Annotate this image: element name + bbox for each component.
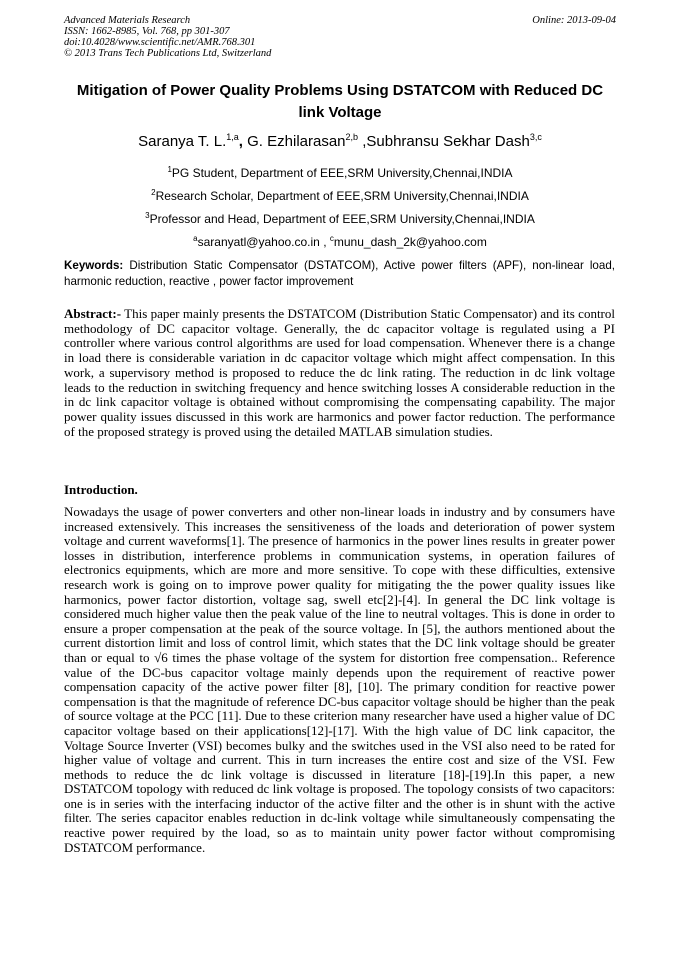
affiliation-3 xyxy=(64,211,616,234)
abstract-section xyxy=(64,307,615,439)
email-mark: c xyxy=(329,234,334,243)
abstract-text: This paper mainly presents the DSTATCOM (Distribution Static Compensator) and its control methodology of DC capacitor voltage. Generally, the dc capacitor voltage is regulated using a PI controller where various control algorithms are used for load compensation. Whenever there is a change in load there is considerable variation in dc capacitor voltage which might affect compensation. In this work, a supervisory method is proposed to reduce the dc link rating. The reduction in dc link voltage leads to the reduction in switching frequency and hence switching losses A considerable reduction in the in dc link capacitor voltage is obtained without compromising the compensating capability. The major power quality issues discussed in this work are harmonics and power factor reduction. The performance of the proposed strategy is proved using the detailed MATLAB simulation studies. xyxy=(64,306,615,439)
author-affiliation-mark: 3,c xyxy=(529,132,542,142)
author-separator: , xyxy=(358,133,367,150)
doi-line: doi:10.4028/www.scientific.net/AMR.768.301 xyxy=(64,37,256,48)
affiliation-text: PG Student, Department of EEE,SRM University,Chennai,INDIA xyxy=(171,166,513,180)
email-mark: a xyxy=(193,234,198,243)
online-date: Online: 2013-09-04 xyxy=(532,15,616,26)
keywords-text: Distribution Static Compensator (DSTATCOM), Active power filters (APF), non-linear load, harmonic reduction, reactive , power factor improvement xyxy=(64,259,615,288)
email-line xyxy=(64,234,616,257)
abstract-label: Abstract:- xyxy=(64,306,122,321)
affiliation-mark: 2 xyxy=(151,188,156,197)
author-separator: , xyxy=(238,133,248,150)
affiliation-text: Professor and Head, Department of EEE,SRM University,Chennai,INDIA xyxy=(149,212,535,226)
email-address[interactable]: munu_dash_2k@yahoo.com xyxy=(333,235,487,249)
copyright-line: © 2013 Trans Tech Publications Ltd, Switzerland xyxy=(64,48,272,59)
affiliation-text: Research Scholar, Department of EEE,SRM University,Chennai,INDIA xyxy=(155,189,529,203)
email-separator: , xyxy=(319,235,330,249)
affiliation-mark: 3 xyxy=(145,211,150,220)
author-list xyxy=(64,132,616,152)
author-name: G. Ezhilarasan xyxy=(247,133,346,150)
journal-name: Advanced Materials Research xyxy=(64,15,191,26)
keywords-label: Keywords: xyxy=(64,259,124,272)
introduction-paragraph: Nowadays the usage of power converters and other non-linear loads in industry and by consumers have increased extensively. This increases the sensitiveness of the loads and deterioration of power system voltage and current waveforms[1]. The presence of harmonics in the power lines results in greater power losses in distribution, interference problems in communication systems, in operation failures of electronics equipments, which are more and more sensitive. To cope with these difficulties, extensive research work is going on to improve power quality for mitigating the the power quality issues like harmonics, power factor distortion, voltage sag, swell etc[2]-[4]. In general the DC link voltage is considered much higher value then the peak value of the line to neutral voltages. This is done in order to ensure a proper compensation at the peak of the source voltage. In [5], the authors mentioned about the current distortion limit and loss of control limit, which states that the DC link voltage should be greater than or equal to √6 times the phase voltage of the system for distortion free compensation.. Reference value of the DC-bus capacitor voltage mainly depends upon the requirement of reactive power compensation capacity of the active power filter [8], [10]. The primary condition for reactive power compensation is that the magnitude of reference DC-bus capacitor voltage should be higher than the peak of source voltage at the PCC [11]. Due to these criterion many researcher have used a higher value of DC capacitor voltage based on their applications[12]-[17]. With the high value of DC link capacitor, the Voltage Source Inverter (VSI) becomes bulky and the switches used in the VSI also need to be rated for higher value of voltage and current. This in turn increases the entire cost and size of the VSI. Few methods to reduce the dc link voltage is discussed in literature [18]-[19].In this paper, a new DSTATCOM topology with reduced dc link voltage is proposed. The topology consists of two capacitors: one is in series with the interfacing inductor of the active filter and the other is in shunt with the active filter. The series capacitor enables reduction in dc-link voltage while simultaneously compensating the reactive power required by the load, so as to maintain unity power factor without compromising DSTATCOM performance. xyxy=(64,504,615,855)
affiliation-mark: 1 xyxy=(167,165,172,174)
paper-title: Mitigation of Power Quality Problems Using DSTATCOM with Reduced DC link Voltage xyxy=(76,82,604,121)
introduction-heading: Introduction. xyxy=(64,482,138,497)
author-affiliation-mark: 1,a xyxy=(226,132,239,142)
keywords-section xyxy=(64,258,615,290)
affiliation-1 xyxy=(64,165,616,188)
author-affiliation-mark: 2,b xyxy=(345,132,359,142)
email-address[interactable]: saranyatl@yahoo.co.in xyxy=(197,235,320,249)
author-name: Subhransu Sekhar Dash xyxy=(366,133,530,150)
journal-header xyxy=(64,15,616,59)
affiliation-2 xyxy=(64,188,616,211)
affiliation-list xyxy=(64,165,616,257)
issn-line: ISSN: 1662-8985, Vol. 768, pp 301-307 xyxy=(64,26,230,37)
author-name: Saranya T. L. xyxy=(138,133,227,150)
